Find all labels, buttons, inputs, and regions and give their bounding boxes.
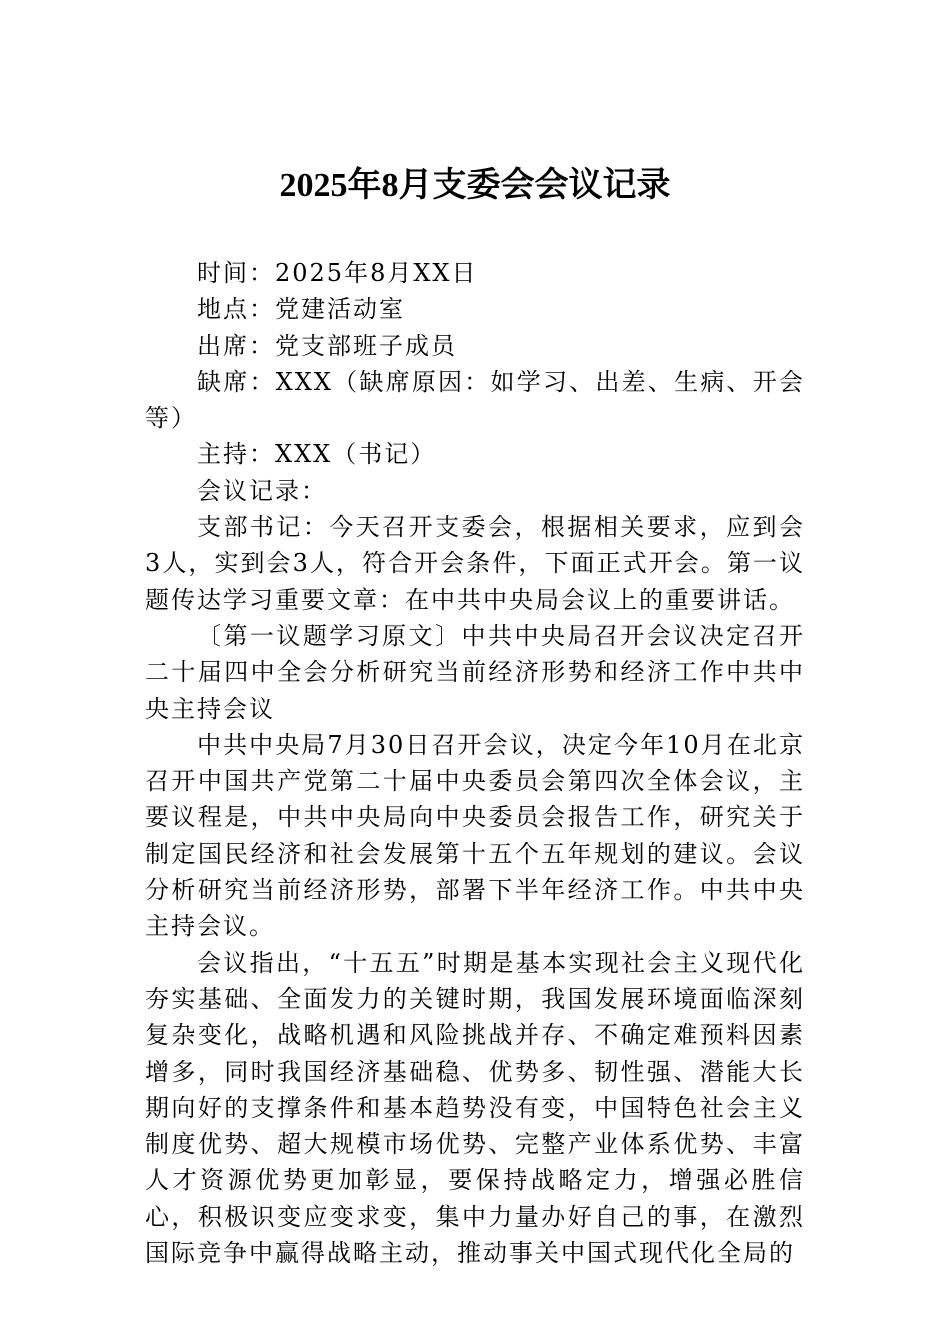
meeting-location: 地点：党建活动室 — [197, 295, 405, 324]
meeting-record-label: 会议记录： — [197, 476, 327, 505]
meeting-time: 时间：2025年8月XX日 — [197, 259, 478, 287]
secretary-remarks: 支部书记：今天召开支委会，根据相关要求，应到会3人，实到会3人，符合开会条件，下面正式开会。第一议题传达学习重要文章：在中共中央局会议上的重要讲话。 — [145, 513, 805, 614]
meeting-host: 主持：XXX（书记） — [197, 440, 437, 469]
document-title: 2025年8月支委会会议记录 — [279, 167, 671, 204]
first-topic-paragraph: 会议指出，“十五五”时期是基本实现社会主义现代化夯实基础、全面发力的关键时期，我国发展环境面临深刻复杂变化，战略机遇和风险挑战并存、不确定难预料因素增多，同时我国经济基础稳、优势多、韧性强、潜能大长期向好的支撑条件和基本趋势没有变，中国特色社会主义制度优势、超大规模市场优势、完整产业体系优势、丰富人才资源优势更加彰显，要保持战略定力，增强必胜信心，积极识变应变求变，集中力量办好自己的事，在激烈国际竞争中赢得战略主动，推动事关中国式现代化全局的 — [145, 948, 805, 1268]
first-topic-heading: 〔第一议题学习原文〕中共中央局召开会议决定召开二十届四中全会分析研究当前经济形势和经济工作中共中央主持会议 — [145, 621, 805, 723]
meeting-attendees: 出席：党支部班子成员 — [197, 331, 457, 360]
document-body — [145, 255, 805, 1271]
first-topic-paragraph: 中共中央局7月30日召开会议，决定今年10月在北京召开中国共产党第二十届中央委员会第四次全体会议，主要议程是，中共中央局向中央委员会报告工作，研究关于制定国民经济和社会发展第十五个五年规划的建议。会议分析研究当前经济形势，部署下半年经济工作。中共中央主持会议。 — [145, 730, 805, 941]
meeting-absentees: 缺席：XXX（缺席原因：如学习、出差、生病、开会等） — [145, 367, 805, 433]
